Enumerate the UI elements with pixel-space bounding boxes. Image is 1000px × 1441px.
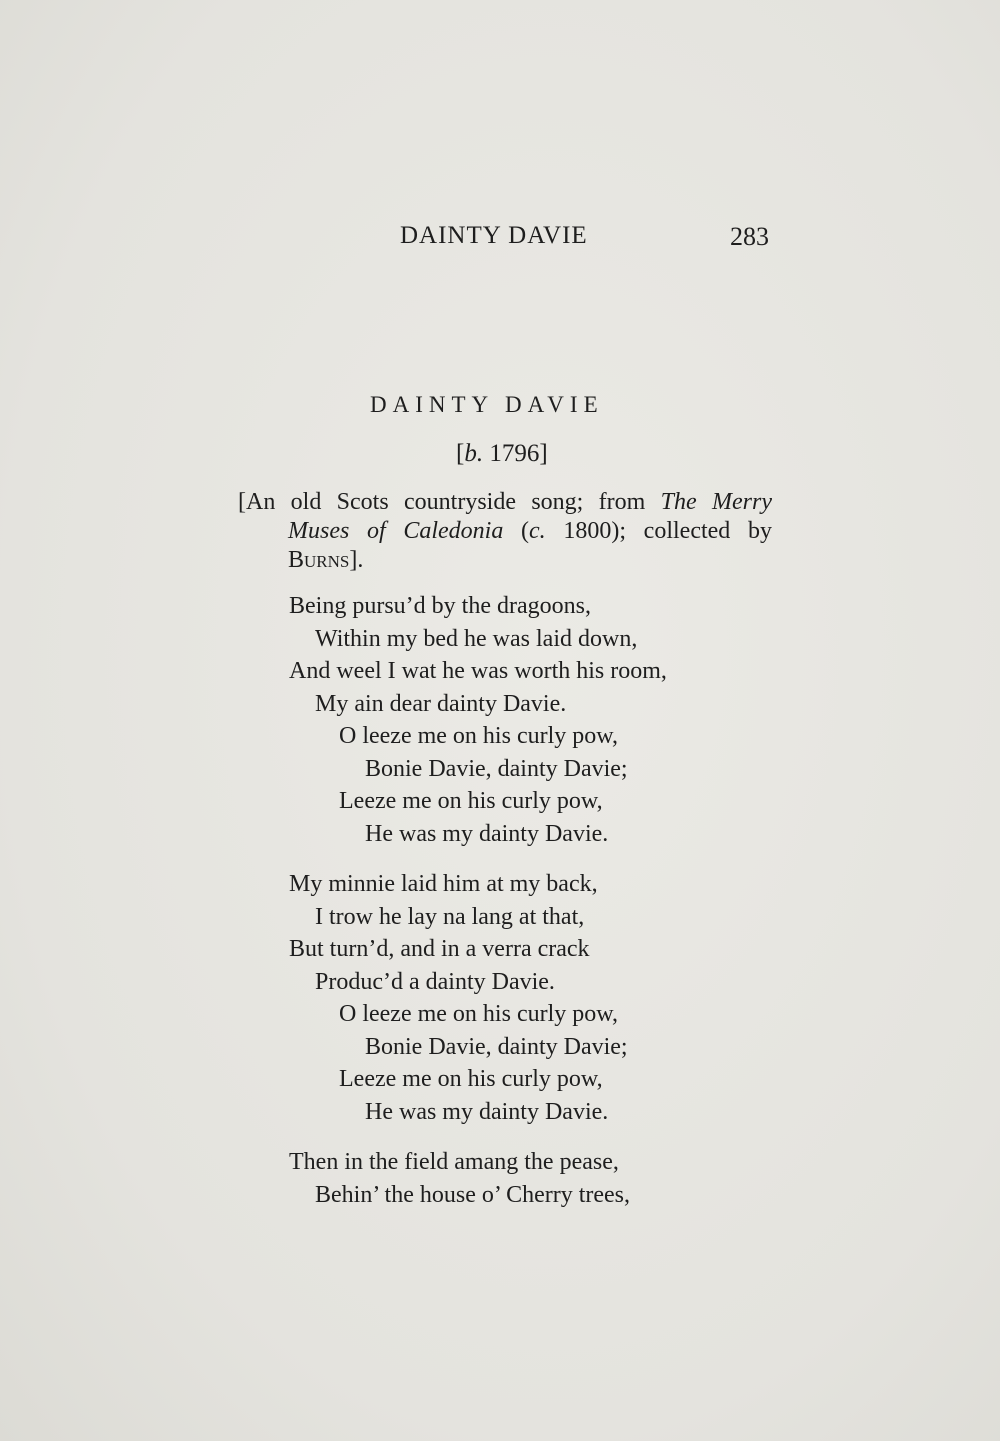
- chorus-line: Leeze me on his curly pow,: [339, 1066, 603, 1092]
- chorus-line: He was my dainty Davie.: [365, 820, 609, 847]
- stanza-3: [289, 1146, 667, 1211]
- note-text: 1800); collected by: [545, 518, 772, 544]
- note-line-1: [238, 488, 772, 517]
- note-collector: Burns: [288, 547, 350, 573]
- chorus-line: O leeze me on his curly pow,: [339, 723, 619, 749]
- song-title: DAINTY DAVIE: [370, 392, 604, 417]
- chorus-line: Leeze me on his curly pow,: [339, 788, 603, 814]
- stanza-1: [289, 590, 667, 850]
- verse-line: Then in the field amang the pease,: [289, 1149, 619, 1175]
- verse-line: My minnie laid him at my back,: [289, 871, 598, 897]
- verse-line: And weel I wat he was worth his room,: [289, 658, 667, 684]
- chorus-line: Bonie Davie, dainty Davie;: [365, 755, 628, 782]
- date-year: 1796]: [483, 440, 548, 467]
- note-source-title: The Merry: [660, 489, 772, 515]
- note-text: (: [503, 518, 530, 544]
- note-text: [An old Scots countryside song; from: [238, 489, 661, 515]
- verse-line: I trow he lay na lang at that,: [315, 903, 585, 930]
- verse-line: Produc’d a dainty Davie.: [315, 968, 555, 995]
- note-line-3: [238, 546, 772, 575]
- note-line-2: [238, 517, 772, 546]
- song-date: [456, 440, 548, 468]
- page-number: 283: [730, 222, 769, 251]
- running-head: DAINTY DAVIE: [400, 222, 588, 249]
- verse-line: But turn’d, and in a verra crack: [289, 936, 590, 962]
- note-source-title-cont: Muses of Caledonia: [288, 518, 504, 544]
- verse-line: Within my bed he was laid down,: [315, 625, 638, 652]
- poem-body: [289, 590, 667, 1229]
- note-text: ].: [349, 547, 364, 573]
- date-bracket: [: [456, 440, 465, 467]
- chorus-line: Bonie Davie, dainty Davie;: [365, 1033, 628, 1060]
- verse-line: Being pursu’d by the dragoons,: [289, 593, 591, 619]
- chorus-line: He was my dainty Davie.: [365, 1098, 609, 1125]
- date-born-abbrev: b.: [464, 440, 484, 467]
- verse-line: My ain dear dainty Davie.: [315, 690, 567, 717]
- note-circa: c.: [529, 518, 546, 544]
- stanza-2: [289, 868, 667, 1128]
- editorial-note: [238, 488, 772, 575]
- verse-line: Behin’ the house o’ Cherry trees,: [315, 1181, 631, 1208]
- chorus-line: O leeze me on his curly pow,: [339, 1001, 619, 1027]
